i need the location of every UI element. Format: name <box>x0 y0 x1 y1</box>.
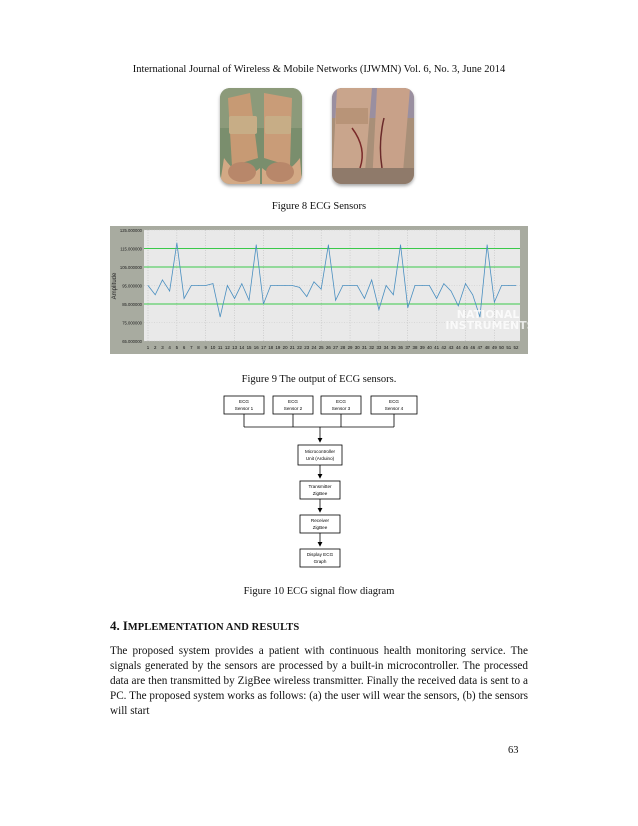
ecg-data-point <box>508 285 509 286</box>
ecg-data-point <box>393 294 394 295</box>
stage-3-line1: Receiver <box>310 518 330 523</box>
ecg-data-point <box>306 296 307 297</box>
x-tick-label: 27 <box>333 345 339 350</box>
ecg-data-point <box>501 285 502 286</box>
x-tick-label: 3 <box>161 345 164 350</box>
ecg-data-point <box>148 285 149 286</box>
y-tick-label: 85.000000 <box>122 302 142 307</box>
sensor-2-line1: ECG <box>288 399 298 404</box>
x-tick-label: 38 <box>412 345 418 350</box>
y-tick-label: 75.000000 <box>122 320 142 326</box>
x-tick-label: 25 <box>318 345 324 350</box>
x-tick-label: 19 <box>275 345 281 350</box>
ecg-data-point <box>364 298 365 299</box>
body-paragraph: The proposed system provides a patient with continuous health monitoring service. The signals generated by the sensors are processed by a built-in microcontroller. The processed data are then transmitted by ZigBee wireless transmitter. Finally the received data is sent to a PC. The proposed system works as follows: (a) the user will wear the sensors, (b) the sensors will start <box>110 645 528 717</box>
x-tick-label: 24 <box>311 345 317 350</box>
ecg-data-point <box>191 285 192 286</box>
ecg-output-chart <box>110 226 528 354</box>
stage-1-line1: Microcontroller <box>304 449 336 454</box>
x-tick-label: 20 <box>282 345 288 350</box>
x-tick-label: 39 <box>419 345 425 350</box>
x-tick-label: 12 <box>224 345 230 350</box>
transmitter-box <box>300 481 340 499</box>
x-tick-label: 42 <box>441 345 447 350</box>
x-tick-label: 4 <box>168 345 171 350</box>
ecg-flow-diagram <box>220 395 420 570</box>
ecg-data-point <box>494 302 495 303</box>
section-title-initial: I <box>122 619 128 633</box>
x-tick-label: 18 <box>268 345 274 350</box>
ecg-data-point <box>169 291 170 292</box>
ecg-data-point <box>292 285 293 286</box>
x-tick-label: 6 <box>182 345 186 350</box>
stage-4-line2: Graph <box>313 559 327 564</box>
x-tick-label: 2 <box>153 345 157 350</box>
x-tick-label: 32 <box>369 345 375 350</box>
ecg-data-point <box>270 285 271 286</box>
x-tick-label: 11 <box>217 345 223 350</box>
sensor-box-1 <box>224 396 264 414</box>
ecg-data-point <box>415 285 416 286</box>
y-tick-label: 65.000000 <box>122 339 142 344</box>
ecg-data-point <box>278 285 279 286</box>
x-tick-label: 46 <box>470 345 476 350</box>
sensor-2-line2: Sensor 2 <box>283 406 303 411</box>
x-tick-label: 26 <box>325 345 331 350</box>
stage-3-line2: ZigBee <box>312 525 328 530</box>
y-tick-label: 105.000000 <box>119 265 142 270</box>
y-tick-label: 115.000000 <box>120 246 142 252</box>
ecg-data-point <box>422 285 423 286</box>
x-tick-label: 1 <box>146 345 150 350</box>
x-tick-label: 44 <box>455 345 461 350</box>
chart-watermark: NATIONAL INSTRUMENTS <box>445 308 528 332</box>
ecg-data-point <box>155 294 156 295</box>
x-tick-label: 17 <box>261 345 266 350</box>
sensor-box-3 <box>321 396 361 414</box>
ecg-data-point <box>177 243 178 244</box>
sensor-box-2 <box>273 396 313 414</box>
ecg-data-point <box>379 309 380 310</box>
ecg-data-point <box>234 298 235 299</box>
ecg-data-point <box>429 285 430 286</box>
y-tick-label: 125.000000 <box>119 228 142 233</box>
ecg-data-point <box>314 281 315 282</box>
stage-1-line2: Unit (Arduino) <box>305 456 335 461</box>
sensor-box-4 <box>371 396 417 414</box>
ecg-data-point <box>256 244 257 245</box>
x-tick-label: 43 <box>448 345 454 350</box>
x-tick-label: 49 <box>491 345 497 350</box>
ecg-data-point <box>184 298 185 299</box>
ecg-data-point <box>205 285 206 286</box>
ecg-data-point <box>487 244 488 245</box>
ecg-data-point <box>220 317 221 318</box>
x-tick-label: 47 <box>477 345 483 350</box>
sensor-1-line2: Sensor 1 <box>234 406 254 411</box>
ecg-data-point <box>162 280 163 281</box>
stage-2-line2: ZigBee <box>312 491 328 496</box>
x-tick-label: 33 <box>376 345 382 350</box>
display-box <box>300 549 340 567</box>
ecg-data-point <box>328 244 329 245</box>
sensor-3-line1: ECG <box>336 399 346 404</box>
section-heading <box>110 618 299 634</box>
ecg-sensor-photos <box>220 88 420 184</box>
journal-header: International Journal of Wireless & Mobile Networks (IJWMN) Vol. 6, No. 3, June 2014 <box>132 64 506 75</box>
ecg-data-point <box>321 289 322 290</box>
section-number: 4. <box>110 618 120 633</box>
x-tick-label: 22 <box>297 345 302 350</box>
ecg-chart-svg <box>110 226 528 354</box>
x-tick-label: 5 <box>175 345 179 350</box>
wrist-photo <box>220 88 302 184</box>
ecg-data-point <box>386 285 387 286</box>
x-tick-label: 14 <box>239 345 245 350</box>
ecg-data-point <box>227 285 228 286</box>
x-tick-label: 21 <box>289 345 295 350</box>
x-tick-label: 48 <box>484 345 490 350</box>
x-tick-label: 7 <box>190 345 193 350</box>
ecg-data-point <box>198 285 199 286</box>
x-tick-label: 51 <box>506 345 512 350</box>
ecg-data-point <box>472 294 473 295</box>
x-tick-label: 9 <box>204 345 207 350</box>
ecg-data-point <box>342 285 343 286</box>
stage-2-line1: Transmitter <box>308 484 332 489</box>
figure-8-caption: Figure 8 ECG Sensors <box>271 201 367 212</box>
x-tick-label: 52 <box>513 345 519 350</box>
x-tick-label: 23 <box>304 345 310 350</box>
sensor-4-line1: ECG <box>389 399 399 404</box>
x-tick-label: 40 <box>426 345 432 350</box>
figure-10-caption: Figure 10 ECG signal flow diagram <box>243 586 395 597</box>
x-tick-label: 34 <box>383 345 389 350</box>
x-tick-label: 41 <box>434 345 440 350</box>
x-tick-label: 15 <box>246 345 252 350</box>
x-tick-label: 8 <box>197 345 200 350</box>
y-axis-label: Amplitude <box>112 272 118 300</box>
sensor-1-line1: ECG <box>239 399 249 404</box>
ecg-data-point <box>465 283 466 284</box>
x-tick-label: 13 <box>232 345 238 350</box>
x-tick-label: 35 <box>390 345 396 350</box>
sensor-4-line2: Sensor 4 <box>384 406 404 411</box>
ecg-data-point <box>335 300 336 301</box>
page-number: 63 <box>508 745 519 756</box>
ecg-data-point <box>371 280 372 281</box>
x-tick-label: 36 <box>398 345 403 350</box>
x-tick-label: 37 <box>405 345 411 350</box>
x-tick-label: 10 <box>210 345 216 350</box>
x-tick-label: 29 <box>347 345 353 350</box>
ecg-data-point <box>249 300 250 301</box>
x-tick-label: 31 <box>362 345 367 350</box>
ecg-data-point <box>407 307 408 308</box>
stage-4-line1: Display ECG <box>306 552 334 557</box>
microcontroller-box <box>298 445 342 465</box>
x-tick-label: 45 <box>463 345 468 350</box>
figure-9-caption: Figure 9 The output of ECG sensors. <box>241 374 397 385</box>
ecg-data-point <box>436 298 437 299</box>
x-tick-label: 16 <box>253 345 259 350</box>
ecg-data-point <box>263 304 264 305</box>
ecg-data-point <box>299 287 300 288</box>
ecg-data-point <box>443 283 444 284</box>
y-tick-label: 95.000000 <box>122 283 142 289</box>
x-tick-label: 30 <box>354 345 360 350</box>
section-title-rest: MPLEMENTATION AND RESULTS <box>127 622 300 633</box>
ecg-data-point <box>241 283 242 284</box>
ecg-data-point <box>451 291 452 292</box>
ecg-data-point <box>213 283 214 284</box>
sensor-3-line2: Sensor 3 <box>331 406 351 411</box>
x-tick-label: 50 <box>499 345 505 350</box>
leg-photo <box>332 88 414 184</box>
ecg-data-point <box>350 285 351 286</box>
x-tick-label: 28 <box>340 345 346 350</box>
ecg-data-point <box>400 244 401 245</box>
ecg-data-point <box>458 306 459 307</box>
ecg-data-point <box>516 285 517 286</box>
ecg-data-point <box>285 285 286 286</box>
ecg-data-point <box>357 285 358 286</box>
receiver-box <box>300 515 340 533</box>
